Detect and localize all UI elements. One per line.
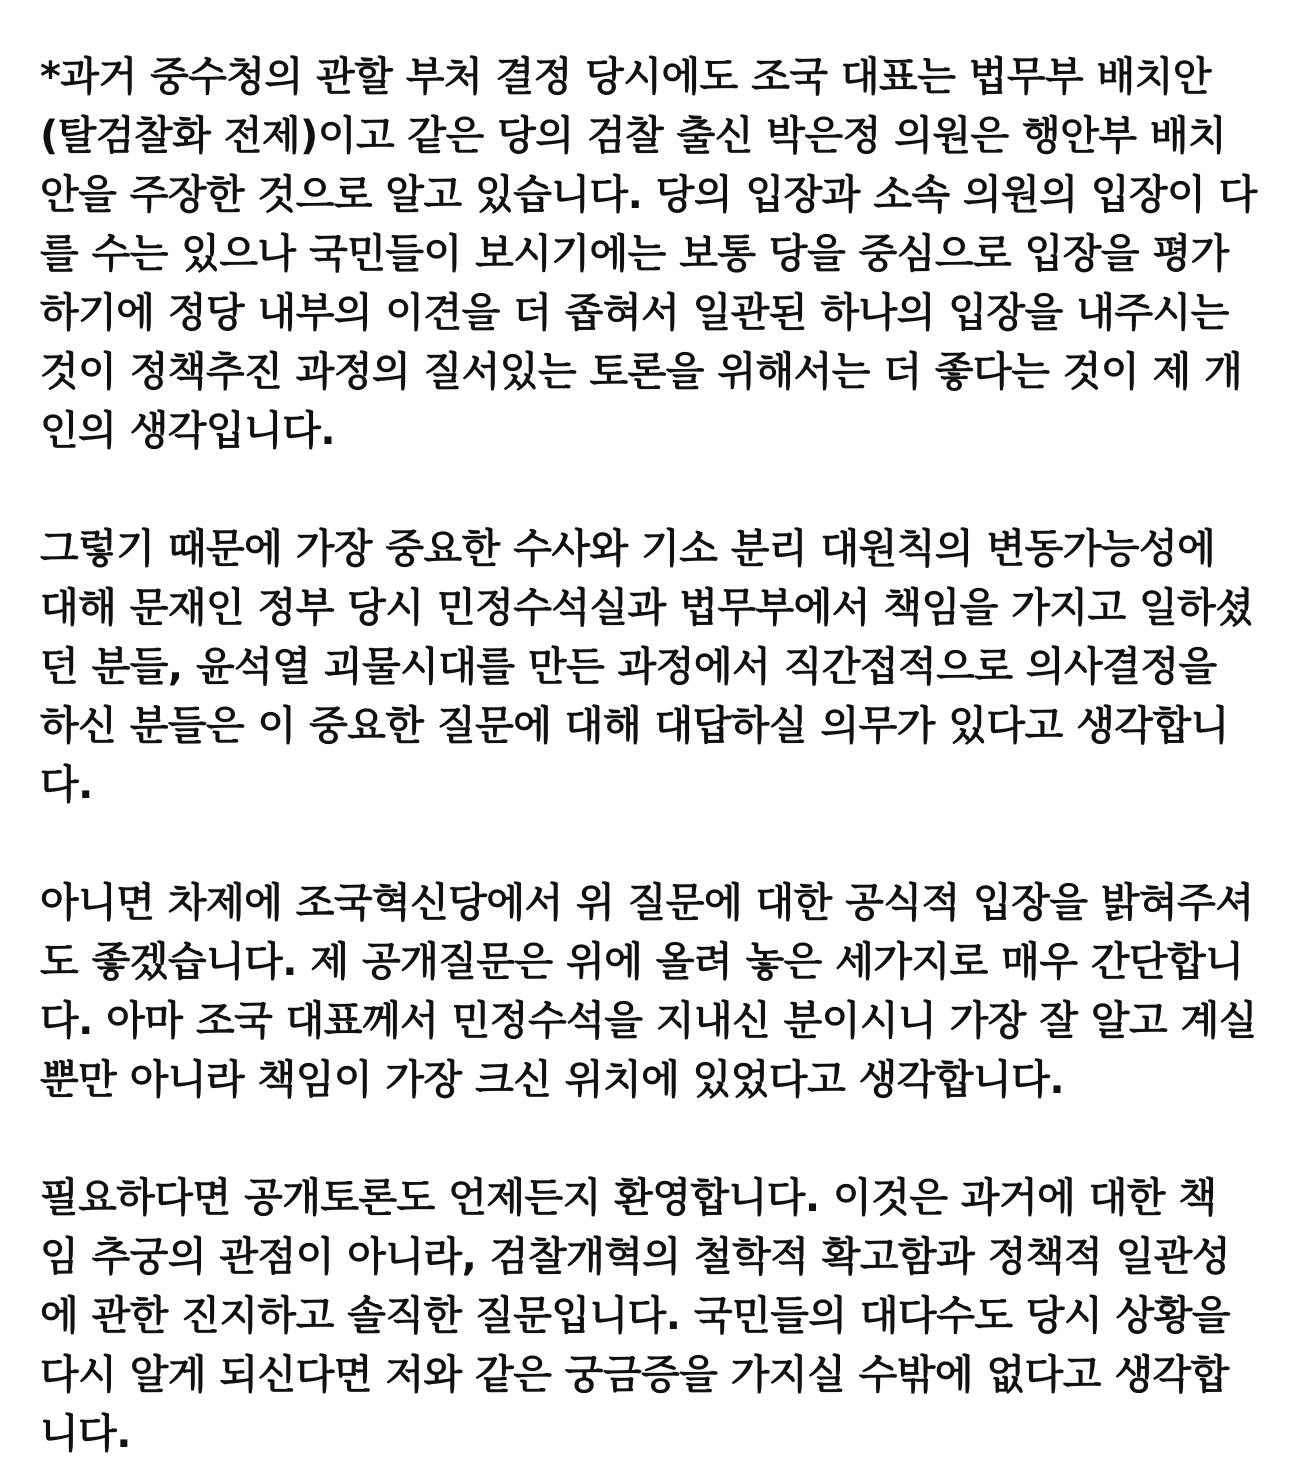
- document-body: [40, 48, 1270, 1464]
- paragraph: [40, 874, 1270, 1110]
- text-line: 아니면 차제에 조국혁신당에서 위 질문에 대한 공식적 입장을 밝혀주셔: [40, 880, 1254, 926]
- paragraph: [40, 1169, 1270, 1464]
- text-line: 다.: [40, 762, 93, 808]
- text-line: 필요하다면 공개토론도 언제든지 환영합니다. 이것은 과거에 대한 책: [40, 1175, 1217, 1221]
- paragraph: [40, 520, 1270, 815]
- text-line: 것이 정책추진 과정의 질서있는 토론을 위해서는 더 좋다는 것이 제 개: [40, 349, 1243, 395]
- text-line: 인의 생각입니다.: [40, 408, 336, 454]
- text-line: 임 추궁의 관점이 아니라, 검찰개혁의 철학적 확고함과 정책적 일관성: [40, 1234, 1231, 1280]
- text-line: 하기에 정당 내부의 이견을 더 좁혀서 일관된 하나의 입장을 내주시는: [40, 290, 1229, 336]
- text-line: 던 분들, 윤석열 괴물시대를 만든 과정에서 직간접적으로 의사결정을: [40, 644, 1217, 690]
- text-line: 대해 문재인 정부 당시 민정수석실과 법무부에서 책임을 가지고 일하셨: [40, 585, 1254, 631]
- text-line: *과거 중수청의 관할 부처 결정 당시에도 조국 대표는 법무부 배치안: [40, 54, 1212, 100]
- text-line: 뿐만 아니라 책임이 가장 크신 위치에 있었다고 생각합니다.: [40, 1057, 1065, 1103]
- text-line: 하신 분들은 이 중요한 질문에 대해 대답하실 의무가 있다고 생각합니: [40, 703, 1229, 749]
- text-line: 다시 알게 되신다면 저와 같은 궁금증을 가지실 수밖에 없다고 생각합: [40, 1352, 1229, 1398]
- text-line: (탈검찰화 전제)이고 같은 당의 검찰 출신 박은정 의원은 행안부 배치: [40, 113, 1227, 159]
- text-line: 에 관한 진지하고 솔직한 질문입니다. 국민들의 대다수도 당시 상황을: [40, 1293, 1231, 1339]
- text-line: 안을 주장한 것으로 알고 있습니다. 당의 입장과 소속 의원의 입장이 다: [40, 172, 1257, 218]
- text-line: 다. 아마 조국 대표께서 민정수석을 지내신 분이시니 가장 잘 알고 계실: [40, 998, 1257, 1044]
- text-line: 를 수는 있으나 국민들이 보시기에는 보통 당을 중심으로 입장을 평가: [40, 231, 1229, 277]
- paragraph: [40, 48, 1270, 461]
- text-line: 니다.: [40, 1411, 131, 1457]
- text-line: 도 좋겠습니다. 제 공개질문은 위에 올려 놓은 세가지로 매우 간단합니: [40, 939, 1244, 985]
- text-line: 그렇기 때문에 가장 중요한 수사와 기소 분리 대원칙의 변동가능성에: [40, 526, 1216, 572]
